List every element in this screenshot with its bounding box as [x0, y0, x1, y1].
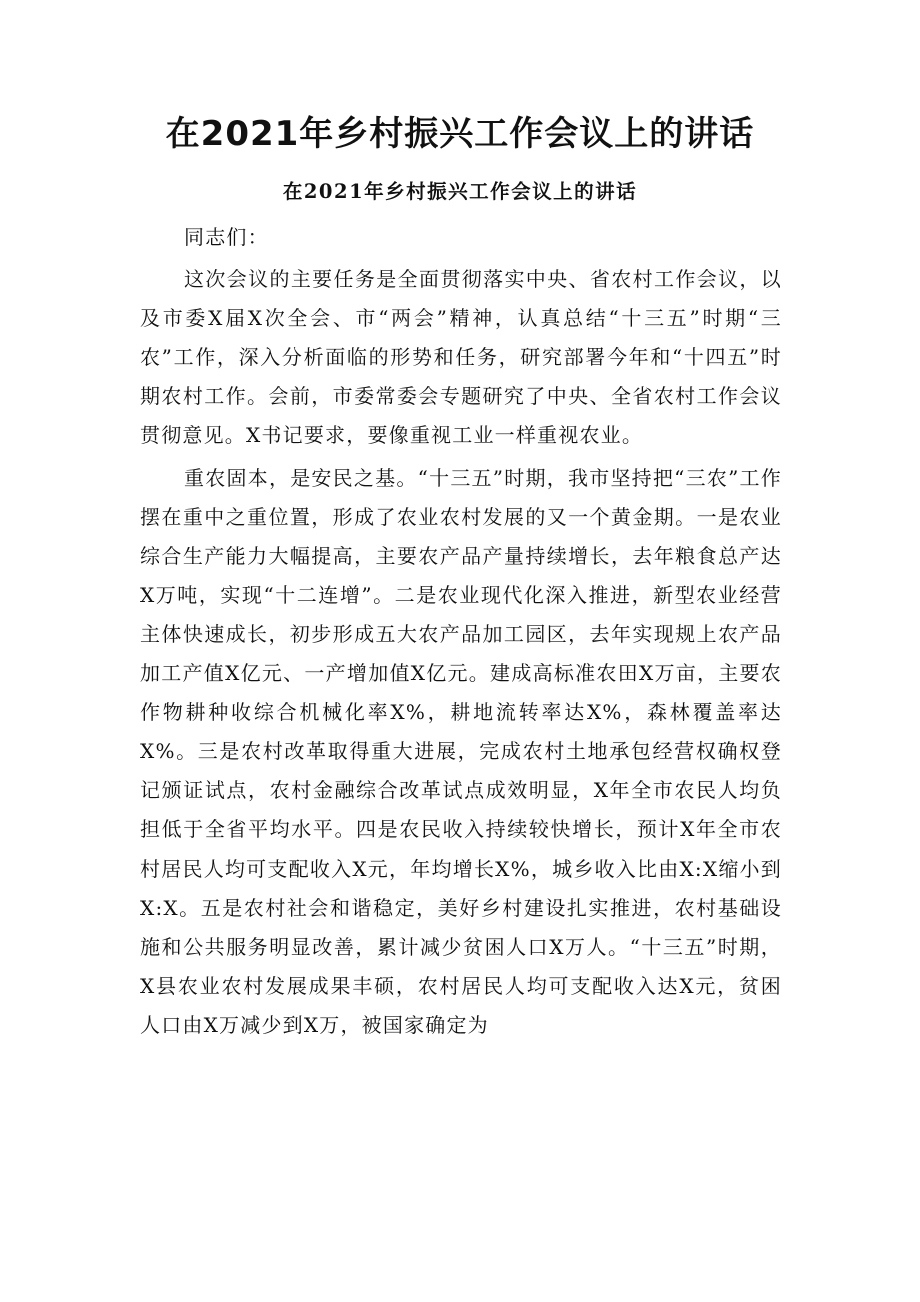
paragraph-1: 这次会议的主要任务是全面贯彻落实中央、省农村工作会议，以及市委X届X次全会、市“两会”精神，认真总结“十三五”时期“三农”工作，深入分析面临的形势和任务，研究部署今年和“十四五”时期农村工作。会前，市委常委会专题研究了中央、全省农村工作会议贯彻意见。X书记要求，要像重视工业一样重视农业。: [140, 267, 782, 448]
paragraph-2: 重农固本，是安民之基。“十三五”时期，我市坚持把“三农”工作摆在重中之重位置，形成了农业农村发展的又一个黄金期。一是农业综合生产能力大幅提高，主要农产品产量持续增长，去年粮食总产达X万吨，实现“十二连增”。二是农业现代化深入推进，新型农业经营主体快速成长，初步形成五大农产品加工园区，去年实现规上农产品加工产值X亿元、一产增加值X亿元。建成高标准农田X万亩，主要农作物耕种收综合机械化率X%，耕地流转率达X%，森林覆盖率达X%。三是农村改革取得重大进展，完成农村土地承包经营权确权登记颁证试点，农村金融综合改革试点成效明显，X年全市农民人均负担低于全省平均水平。四是农民收入持续较快增长，预计X年全市农村居民人均可支配收入X元，年均增长X%，城乡收入比由X:X缩小到X:X。五是农村社会和谐稳定，美好乡村建设扎实推进，农村基础设施和公共服务明显改善，累计减少贫困人口X万人。“十三五”时期，X县农业农村发展成果丰硕，农村居民人均可支配收入达X元，贫困人口由X万减少到X万，被国家确定为: [140, 465, 782, 1037]
document-body: [140, 218, 782, 1048]
salutation: 同志们：: [184, 225, 269, 249]
document-title: 在2021年乡村振兴工作会议上的讲话: [165, 114, 755, 154]
document-subtitle: 在2021年乡村振兴工作会议上的讲话: [282, 180, 638, 203]
